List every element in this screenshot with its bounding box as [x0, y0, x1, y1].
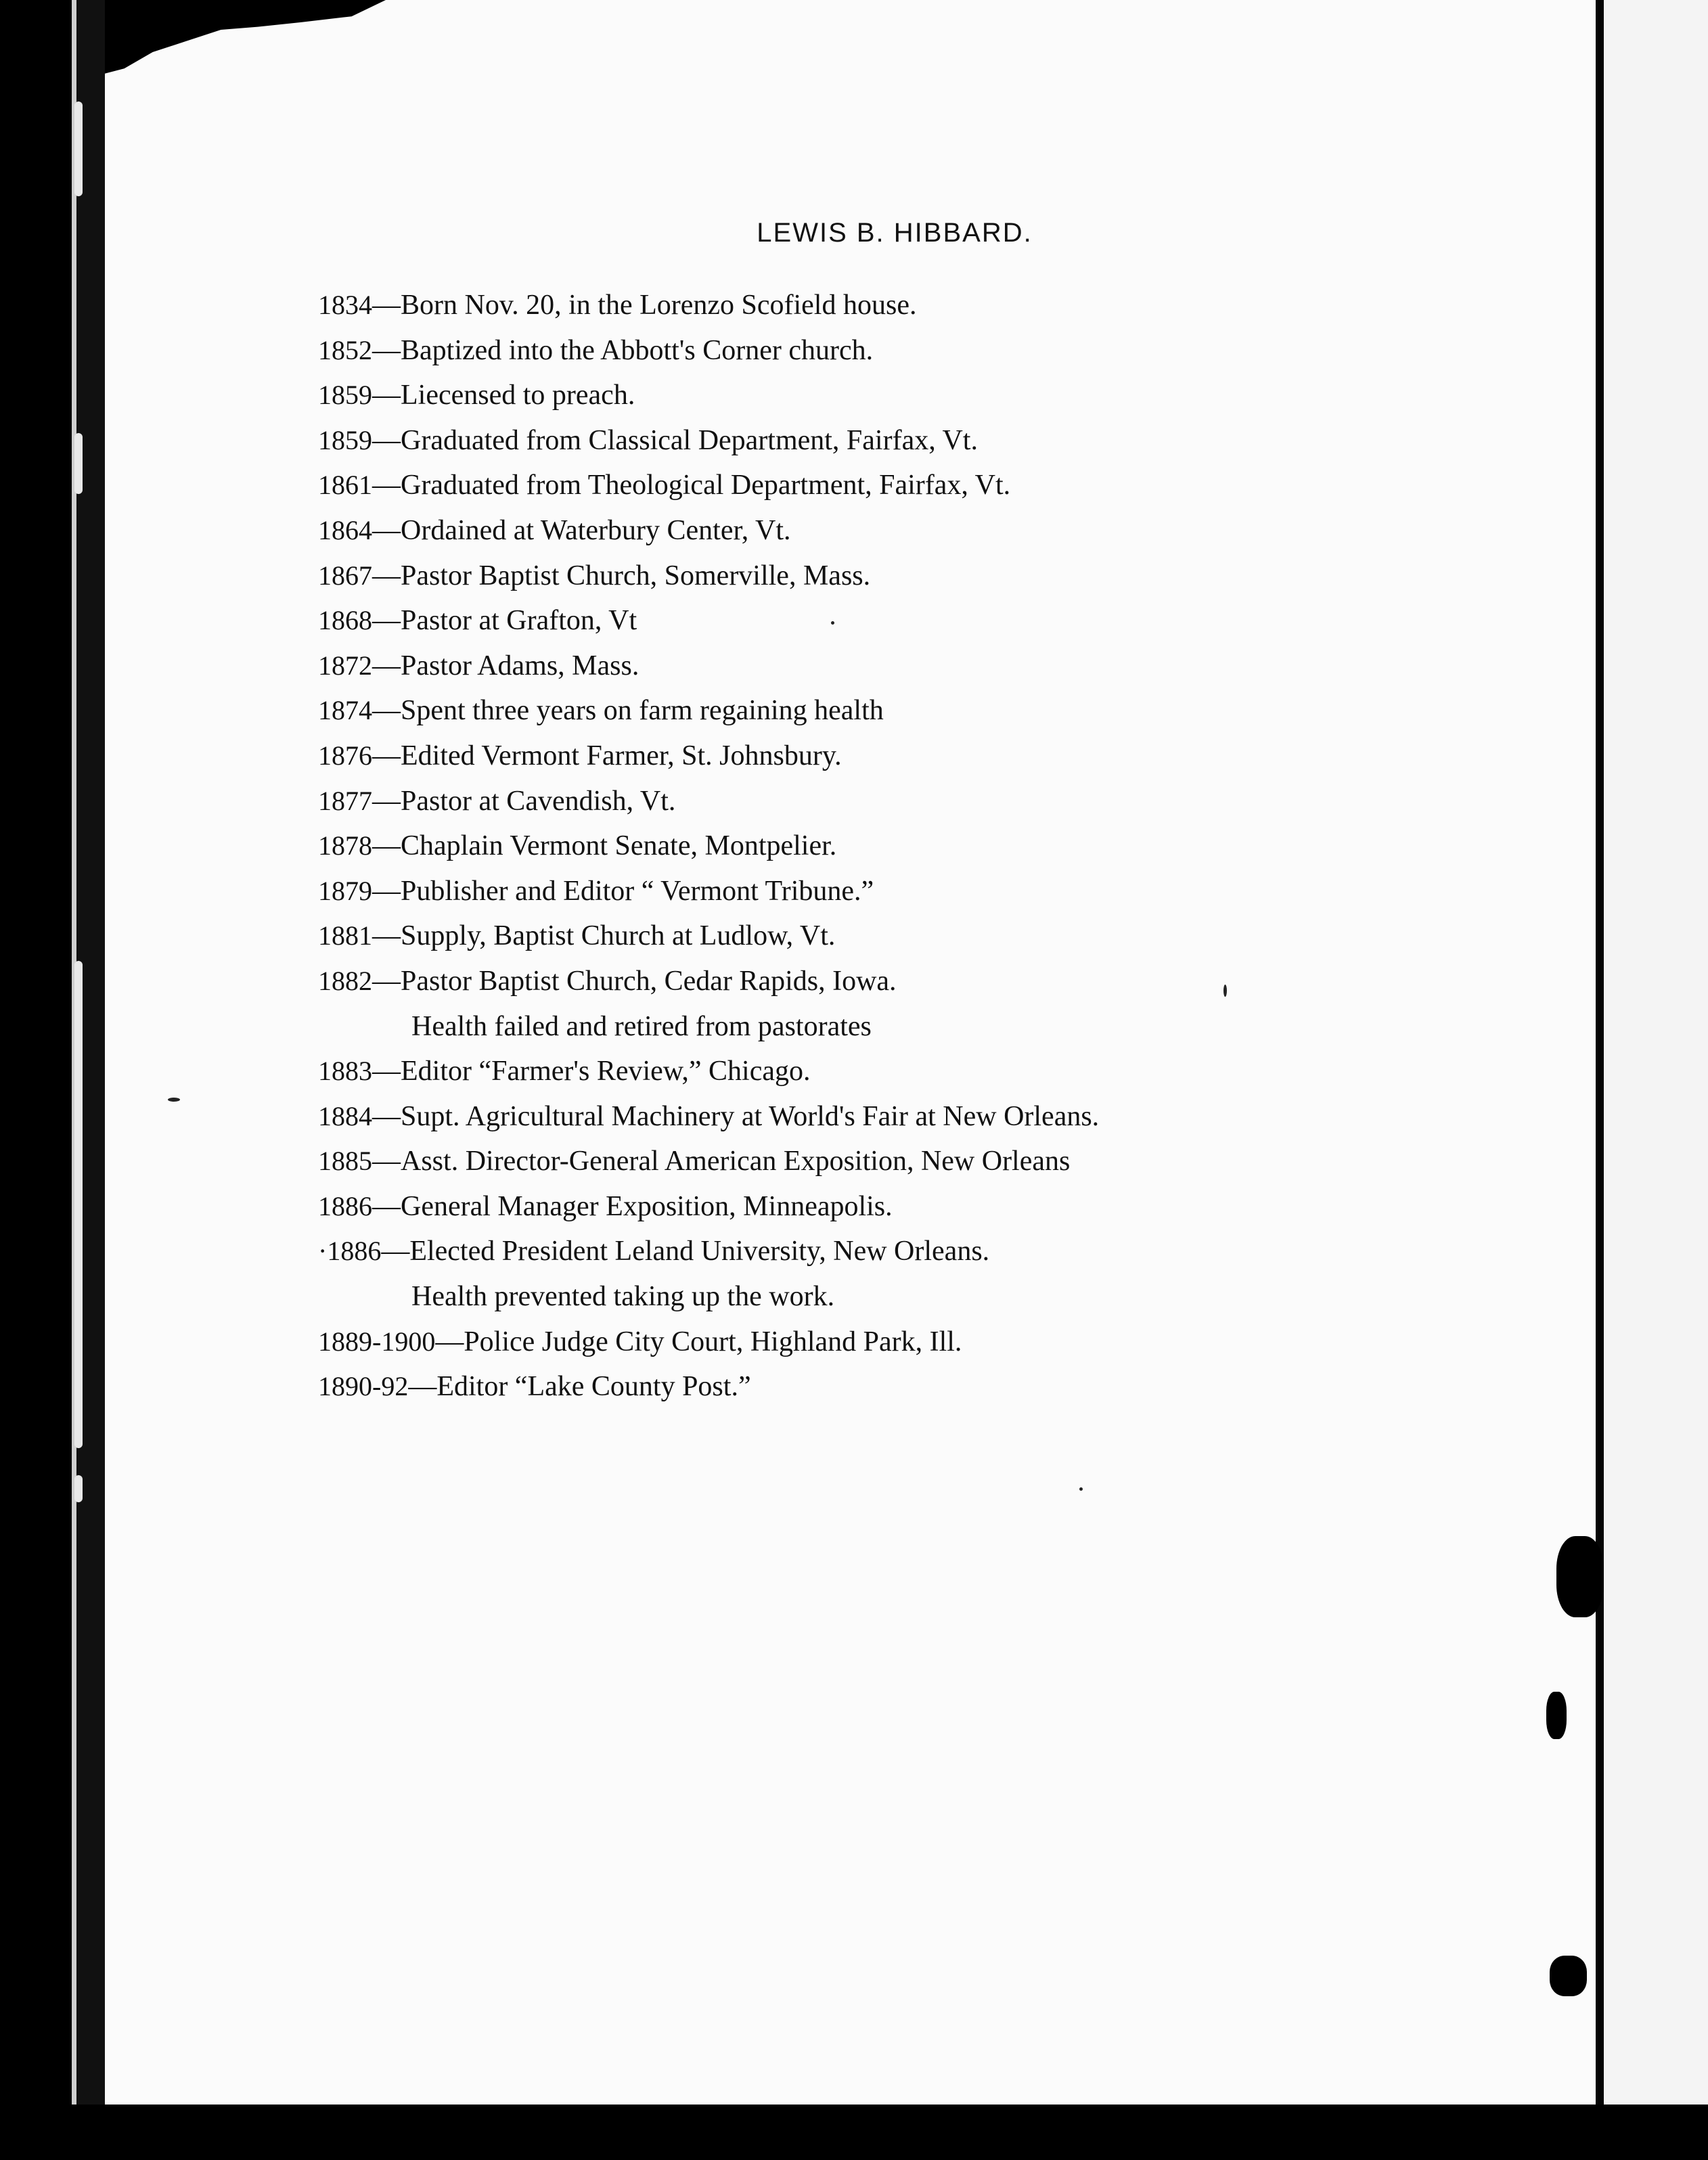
entry-text: —Spent three years on farm regaining health [372, 695, 884, 727]
chronology-continuation [318, 1274, 1374, 1320]
chronology-continuation [318, 1004, 1374, 1050]
entry-text: —Pastor Adams, Mass. [372, 650, 639, 681]
entry-text: —Pastor Baptist Church, Somerville, Mass. [372, 560, 871, 591]
ink-blot [1556, 1536, 1604, 1617]
chronology-entry [318, 914, 1374, 959]
entry-text: —Liecensed to preach. [372, 380, 635, 411]
entry-year: 1878 [318, 830, 372, 861]
entry-year: 1834 [318, 290, 372, 320]
entry-text: Health failed and retired from pastorates [411, 1010, 872, 1042]
binding-edge [64, 0, 105, 2125]
chronology-entry [318, 283, 1374, 328]
entry-year: 1889-1900 [318, 1326, 436, 1357]
scan-border [0, 2105, 1708, 2160]
chronology-entry [318, 598, 1374, 644]
binding-mark [74, 1475, 83, 1502]
entry-text: —Publisher and Editor “ Vermont Tribune.” [372, 875, 874, 907]
entry-year: 1879 [318, 875, 372, 906]
entry-text: —Ordained at Waterbury Center, Vt. [372, 514, 791, 546]
entry-text: —Edited Vermont Farmer, St. Johnsbury. [372, 740, 842, 771]
entry-text: —Graduated from Classical Department, Fairfax, Vt. [372, 424, 978, 456]
entry-text: Health prevented taking up the work. [411, 1281, 835, 1313]
chronology-entry [318, 554, 1374, 599]
entry-year: 1874 [318, 695, 372, 726]
chronology-entry [318, 508, 1374, 554]
chronology-entry [318, 1320, 1374, 1365]
entry-year: 1884 [318, 1100, 372, 1131]
entry-year: 1885 [318, 1146, 372, 1177]
entry-text: —Graduated from Theological Department, Fairfax, Vt. [372, 470, 1011, 501]
entry-year: 1859 [318, 424, 372, 455]
speck [1079, 1487, 1083, 1491]
ink-blot [1550, 1956, 1587, 1996]
chronology-entry [318, 869, 1374, 914]
chronology-entry [318, 1364, 1374, 1410]
chronology-entry [318, 734, 1374, 779]
chronology-list [318, 283, 1374, 1410]
speck [168, 1098, 180, 1102]
entry-text: —Police Judge City Court, Highland Park, Ill. [435, 1326, 962, 1357]
page-title: LEWIS B. HIBBARD. [757, 218, 1033, 248]
entry-year: 1864 [318, 514, 372, 545]
chronology-entry [318, 644, 1374, 689]
entry-text: —Pastor at Cavendish, Vt. [372, 785, 676, 817]
entry-year: 1861 [318, 470, 372, 501]
entry-text: —Supt. Agricultural Machinery at World's Fair at New Orleans. [372, 1100, 1100, 1132]
facing-page-edge [1604, 0, 1708, 2105]
entry-year: 1882 [318, 965, 372, 996]
entry-year: 1872 [318, 650, 372, 681]
entry-text: —Supply, Baptist Church at Ludlow, Vt. [372, 920, 836, 952]
chronology-entry [318, 1049, 1374, 1094]
binding-mark [74, 961, 83, 1448]
entry-year: 1867 [318, 560, 372, 591]
entry-text: —Born Nov. 20, in the Lorenzo Scofield house. [372, 290, 917, 321]
entry-text: —Baptized into the Abbott's Corner church. [372, 334, 874, 366]
chronology-entry [318, 1184, 1374, 1230]
ink-blot [1546, 1692, 1567, 1739]
chronology-entry [318, 1139, 1374, 1184]
entry-text: —Elected President Leland University, New Orleans. [381, 1236, 990, 1267]
binding-mark [74, 102, 83, 196]
entry-year: 1890-92 [318, 1371, 409, 1402]
chronology-entry [318, 959, 1374, 1004]
chronology-entry [318, 373, 1374, 418]
entry-year: 1883 [318, 1056, 372, 1087]
entry-year: 1881 [318, 920, 372, 951]
chronology-entry [318, 779, 1374, 824]
entry-year: 1852 [318, 334, 372, 365]
chronology-entry [318, 688, 1374, 734]
chronology-entry [318, 1229, 1374, 1274]
entry-text: —Pastor at Grafton, Vt [372, 605, 637, 637]
entry-text: —General Manager Exposition, Minneapolis. [372, 1190, 893, 1222]
entry-year: 1859 [318, 380, 372, 411]
entry-year: 1886 [318, 1190, 372, 1221]
entry-text: —Asst. Director-General American Exposition, New Orleans [372, 1146, 1071, 1177]
entry-year: 1868 [318, 605, 372, 636]
entry-year: ·1886 [318, 1236, 382, 1267]
entry-year: 1877 [318, 785, 372, 816]
chronology-entry [318, 1094, 1374, 1140]
page-edge-rule [1596, 0, 1604, 2105]
chronology-entry [318, 418, 1374, 464]
entry-text: —Chaplain Vermont Senate, Montpelier. [372, 830, 837, 862]
binding-mark [74, 433, 83, 494]
entry-year: 1876 [318, 740, 372, 771]
entry-text: —Pastor Baptist Church, Cedar Rapids, Iowa. [372, 965, 897, 997]
chronology-entry [318, 824, 1374, 869]
entry-text: —Editor “Lake County Post.” [408, 1371, 751, 1403]
entry-text: —Editor “Farmer's Review,” Chicago. [372, 1056, 811, 1087]
chronology-entry [318, 328, 1374, 374]
chronology-entry [318, 463, 1374, 508]
